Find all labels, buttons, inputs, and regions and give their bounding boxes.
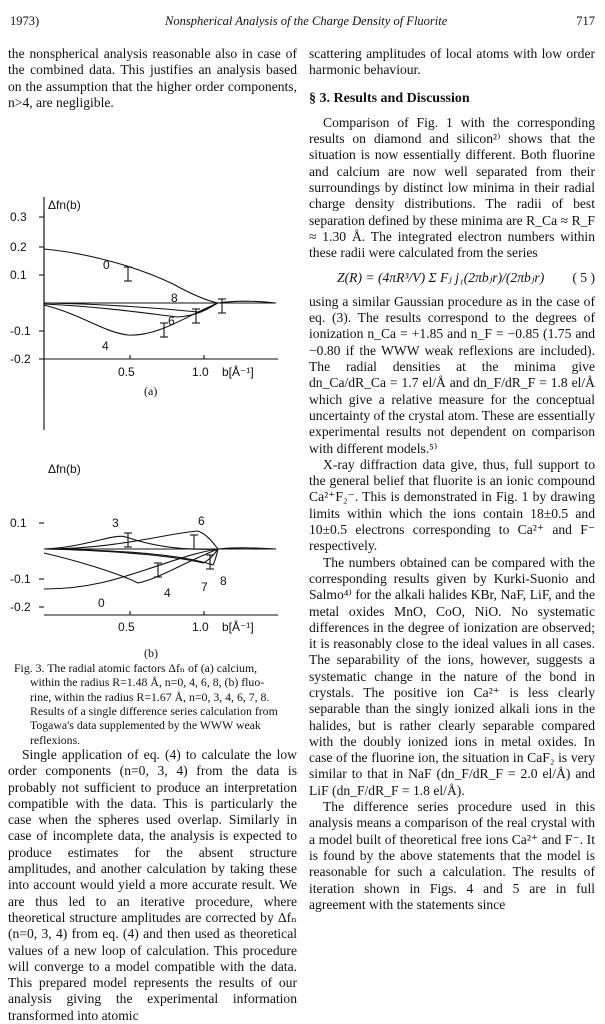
caption-line: rine, within the radius R=1.67 Å, n=0, 3, 4, 6, 7, 8. (30, 689, 270, 704)
panel-a-label: (a) (144, 384, 158, 399)
body-paragraph: Comparison of Fig. 1 with the corresponding results on diamond and silicon²⁾ shows that the situation is now essentially different. Both fluorine and calcium are now well separated from their surroundings by distinct low minima in their radial charge density distributions. The radii of best separation defined by these minima are R_Ca ≈ R_F ≈ 1.30 Å. The integrated electron numbers within these radii were calculated from the series (309, 114, 595, 261)
curve-b-7 (44, 549, 218, 563)
curve-label-a-4: 4 (102, 339, 109, 354)
equation-5 (309, 270, 595, 286)
equation-number: ( 5 ) (572, 269, 595, 285)
panel-a-xlabel: b[Å⁻¹] (222, 365, 254, 380)
right-column (309, 46, 595, 913)
caption-line: Togawa's data supplemented by the WWW weak (30, 718, 261, 733)
curve-b-4 (44, 549, 218, 583)
panel-a-ylabel: Δfn(b) (48, 198, 81, 213)
header-year: 1973) (10, 14, 40, 28)
caption-line: Results of a single difference series calculation from (30, 704, 278, 719)
continuation-paragraph: scattering amplitudes of local atoms with low order harmonic behaviour. (309, 46, 595, 78)
panel-a-ytick-4: -0.2 (10, 352, 31, 367)
curve-a-6 (44, 303, 218, 317)
panel-b-ytick-2: -0.2 (10, 600, 31, 615)
intro-paragraph: the nonspherical analysis reasonable also in case of the combined data. This justifies an analysis based on the assumption that the higher order components, n>4, are negligible. (8, 46, 297, 110)
body-paragraph: Single application of eq. (4) to calculate the low order components (n=0, 3, 4) from the data is probably not sufficient to produce an interpretation compatible with the data. This is particularly the case when the spheres used overlap. Similarly in case of incomplete data, the analysis is expected to produce estimates for the absent structure amplitudes, and another calculation by taking these into account would yield a more accurate result. We are thus led to an iterative procedure, where theoretical structure amplitudes are corrected by Δfₙ (n=0, 3, 4) from eq. (4) and then used as theoretical values of a new loop of calculation. This procedure will converge to a model compatible with the data. This prepared model represents the results of our analysis giving the experimental information transformed into atomic (8, 746, 297, 1023)
panel-b-ylabel: Δfn(b) (48, 462, 81, 477)
curve-b-8 (44, 549, 218, 565)
caption-line: reflexions. (30, 732, 81, 747)
panel-a-xtick-1: 1.0 (192, 365, 209, 380)
panel-b-label: (b) (144, 646, 158, 661)
caption-line: within the radius R=1.48 Å, n=0, 4, 6, 8, (b) fluo- (30, 675, 265, 690)
figure-3 (8, 119, 297, 661)
body-paragraph: X-ray diffraction data give, thus, full support to the general belief that fluorite is an ionic compound Ca²⁺F₂⁻. This is demonstrated in Fig. 1 by drawing limits within which the ions contain 18±0.5 and 10±0.5 electrons corresponding to Ca²⁺ and F⁻ respectively. (309, 456, 595, 554)
panel-b-ytick-1: -0.1 (10, 572, 31, 587)
figure-3-plots (8, 119, 297, 661)
running-header (10, 14, 595, 34)
panel-b-xlabel: b[Å⁻¹] (222, 620, 254, 635)
section-heading: § 3. Results and Discussion (309, 90, 470, 106)
page-number: 717 (576, 14, 595, 28)
body-paragraph: using a similar Gaussian procedure as in the case of eq. (3). The results correspond to the degrees of ionization n_Ca = +1.85 and n_F = −0.85 (1.75 and −0.80 if the WWW weak reflexions are included). The radial densities at the minima give dn_Ca/dR_Ca = 1.7 el/Å and dn_F/dR_F = 1.8 el/Å which give a relative measure for the conceptual uncertainty of the crystal atom. These are essentially experimental results not dependent on comparison with different models.⁵⁾ (309, 293, 595, 456)
curve-label-b-4: 4 (164, 586, 171, 601)
left-column (8, 46, 297, 1024)
caption-line: Fig. 3. The radial atomic factors Δfₙ of (a) calcium, (14, 661, 258, 676)
panel-a-ytick-0: 0.3 (10, 210, 27, 225)
curve-a-4 (44, 303, 218, 335)
panel-a-ytick-1: 0.2 (10, 240, 27, 255)
running-title: Nonspherical Analysis of the Charge Density of Fluorite (165, 14, 448, 28)
curve-a-0 (44, 249, 218, 306)
panel-b-xtick-0: 0.5 (118, 620, 135, 635)
curve-b-0 (44, 549, 218, 589)
panel-b-xtick-1: 1.0 (192, 620, 209, 635)
panel-a-xtick-0: 0.5 (118, 365, 135, 380)
curve-label-b-0: 0 (98, 596, 105, 611)
curve-a-8 (44, 303, 218, 312)
body-paragraph: The difference series procedure used in this analysis means a comparison of the real crystal with a model built of theoretical free ions Ca²⁺ and F⁻. It is found by the above statements that the model is reasonable for such a calculation. The results of iteration shown in Figs. 4 and 5 are in full agreement with the statements since (309, 799, 595, 912)
body-paragraph: The numbers obtained can be compared with the corresponding results given by Kurki-Suonio and Salmo⁴⁾ for the alkali halides KBr, NaF, LiF, and the metal oxides MnO, CoO, NiO. No systematic differences in the degree of ionization are observed; it is reasonably close to the ideal values in all cases. The separability of the ions, however, suggests a systematic change in the nature of the bond in crystals. The positive ion Ca²⁺ is less clearly separable than the singly ionized alkali ions in the halides, but is rather clearly separable compared with the doubly ionized ions in metal oxides. In case of the fluorine ion, the situation in CaF₂ is very similar to that in NaF (dn_F/dR_F = 2.0 el/Å) and LiF (dn_F/dR_F = 1.8 el/Å). (309, 554, 595, 798)
figure-caption (14, 661, 297, 747)
curve-label-b-6: 6 (198, 514, 205, 529)
curve-label-a-0: 0 (103, 258, 110, 273)
curve-label-a-6: 6 (168, 314, 175, 329)
equation-text: Z(R) = (4πR³/V) Σ Fⱼ j₁(2πbⱼr)/(2πbⱼr) (337, 269, 545, 285)
panel-a-ytick-2: 0.1 (10, 268, 27, 283)
curve-label-b-3: 3 (112, 516, 119, 531)
curve-label-a-8: 8 (171, 291, 178, 306)
panel-b-ytick-0: 0.1 (10, 516, 27, 531)
panel-a-ytick-3: -0.1 (10, 324, 31, 339)
curve-label-b-8: 8 (220, 574, 227, 589)
curve-label-b-7: 7 (201, 580, 208, 595)
